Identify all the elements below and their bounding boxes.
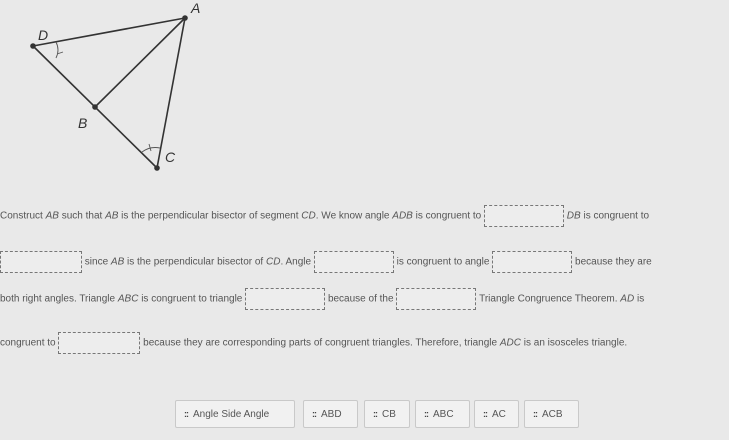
proof-term: CD bbox=[266, 256, 281, 268]
proof-term: AB bbox=[105, 210, 119, 222]
proof-term: ADC bbox=[499, 337, 521, 349]
answer-chip-label: Angle Side Angle bbox=[193, 409, 270, 420]
drop-target-6[interactable] bbox=[396, 288, 476, 310]
proof-text: since bbox=[84, 256, 111, 268]
answer-chip-label: AC bbox=[492, 409, 506, 420]
proof-line-2 bbox=[0, 251, 729, 273]
proof-text: is the perpendicular bisector of bbox=[124, 256, 266, 268]
label-d: D bbox=[38, 27, 49, 43]
proof-text: both right angles. Triangle bbox=[0, 293, 118, 305]
answer-chip-ac[interactable] bbox=[474, 400, 519, 428]
drag-handle-icon: :: bbox=[312, 409, 316, 419]
drag-handle-icon: :: bbox=[483, 409, 487, 419]
point-c bbox=[154, 165, 160, 171]
drag-handle-icon: :: bbox=[424, 409, 428, 419]
proof-text: . Angle bbox=[280, 256, 312, 268]
proof-text: is congruent to bbox=[412, 210, 484, 222]
proof-line-4 bbox=[0, 332, 729, 354]
point-b bbox=[92, 104, 98, 110]
proof-term: ADB bbox=[392, 210, 413, 222]
proof-text: because they are corresponding parts of congruent triangles. Therefore, triangle bbox=[143, 337, 500, 349]
proof-text: is an isosceles triangle. bbox=[521, 337, 628, 349]
drop-target-5[interactable] bbox=[245, 288, 325, 310]
point-a bbox=[182, 15, 188, 21]
answer-chip-label: ACB bbox=[542, 409, 563, 420]
proof-term: AB bbox=[110, 256, 125, 268]
label-b: B bbox=[78, 115, 88, 131]
proof-text: congruent to bbox=[0, 337, 56, 349]
proof-line-3 bbox=[0, 288, 729, 310]
proof-term: AD bbox=[620, 293, 635, 305]
proof-term: AB bbox=[45, 210, 59, 222]
drag-handle-icon: :: bbox=[373, 409, 377, 419]
answer-chip-abc[interactable] bbox=[415, 400, 470, 428]
answer-chip-label: ABC bbox=[433, 409, 454, 420]
proof-text: is congruent to bbox=[580, 210, 650, 222]
proof-term: DB bbox=[566, 210, 581, 222]
drop-target-1[interactable] bbox=[484, 205, 564, 227]
proof-text: such that bbox=[58, 210, 106, 222]
answer-chip-acb[interactable] bbox=[524, 400, 579, 428]
proof-text: Construct bbox=[0, 210, 46, 222]
label-c: C bbox=[165, 149, 176, 165]
angle-arc-d bbox=[56, 42, 58, 58]
label-a: A bbox=[191, 0, 201, 16]
proof-term: ABC bbox=[117, 293, 139, 305]
point-d bbox=[30, 43, 36, 49]
proof-text: because they are bbox=[575, 256, 652, 268]
proof-term: CD bbox=[301, 210, 316, 222]
answer-chip-abd[interactable] bbox=[303, 400, 358, 428]
proof-text: is congruent to angle bbox=[396, 256, 490, 268]
proof-line-1 bbox=[0, 205, 729, 227]
answer-chip-label: ABD bbox=[321, 409, 342, 420]
proof-text: Triangle Congruence Theorem. bbox=[479, 293, 621, 305]
triangle-figure bbox=[0, 0, 240, 185]
proof-text: is the perpendicular bisector of segment bbox=[118, 210, 302, 222]
answer-chip-cb[interactable] bbox=[364, 400, 410, 428]
drop-target-7[interactable] bbox=[58, 332, 140, 354]
drag-handle-icon: :: bbox=[184, 409, 188, 419]
proof-text: . We know angle bbox=[315, 210, 393, 222]
answer-chip-angle-side-angle[interactable] bbox=[175, 400, 295, 428]
answer-chip-label: CB bbox=[382, 409, 396, 420]
drop-target-3[interactable] bbox=[314, 251, 394, 273]
proof-text: is congruent to triangle bbox=[138, 293, 243, 305]
proof-text: because of the bbox=[327, 293, 394, 305]
drag-handle-icon: :: bbox=[533, 409, 537, 419]
proof-text: is bbox=[634, 293, 645, 305]
drop-target-2[interactable] bbox=[0, 251, 82, 273]
drop-target-4[interactable] bbox=[492, 251, 572, 273]
answer-bank bbox=[0, 400, 729, 432]
